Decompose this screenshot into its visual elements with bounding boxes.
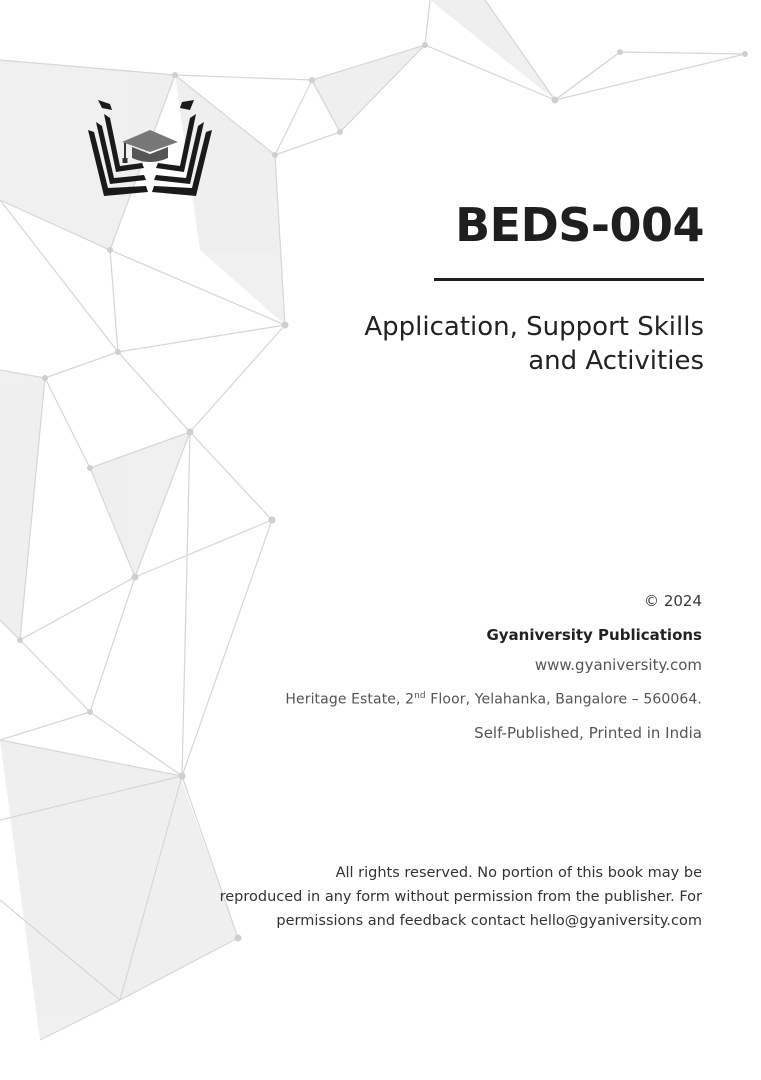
title-divider xyxy=(434,278,704,281)
publisher-name: Gyaniversity Publications xyxy=(486,626,702,644)
rights-line2: reproduced in any form without permission from the publisher. For xyxy=(219,889,702,905)
publisher-website: www.gyaniversity.com xyxy=(534,656,702,674)
book-title-line2: and Activities xyxy=(528,346,704,376)
copyright-notice: © 2024 xyxy=(644,592,702,610)
course-code-title: BEDS-004 xyxy=(455,198,704,252)
address-superscript: nd xyxy=(414,691,426,701)
print-info: Self-Published, Printed in India xyxy=(474,724,702,742)
publisher-address xyxy=(285,691,702,708)
rights-line1: All rights reserved. No portion of this book may be xyxy=(335,865,702,881)
rights-statement xyxy=(122,861,702,933)
book-title xyxy=(284,310,704,378)
open-book-graduation-cap-icon xyxy=(86,100,214,198)
rights-line3: permissions and feedback contact hello@gyaniversity.com xyxy=(276,913,702,929)
book-title-line1: Application, Support Skills xyxy=(364,312,704,342)
address-part2: Floor, Yelahanka, Bangalore – 560064. xyxy=(425,691,702,708)
address-part1: Heritage Estate, 2 xyxy=(285,691,415,708)
